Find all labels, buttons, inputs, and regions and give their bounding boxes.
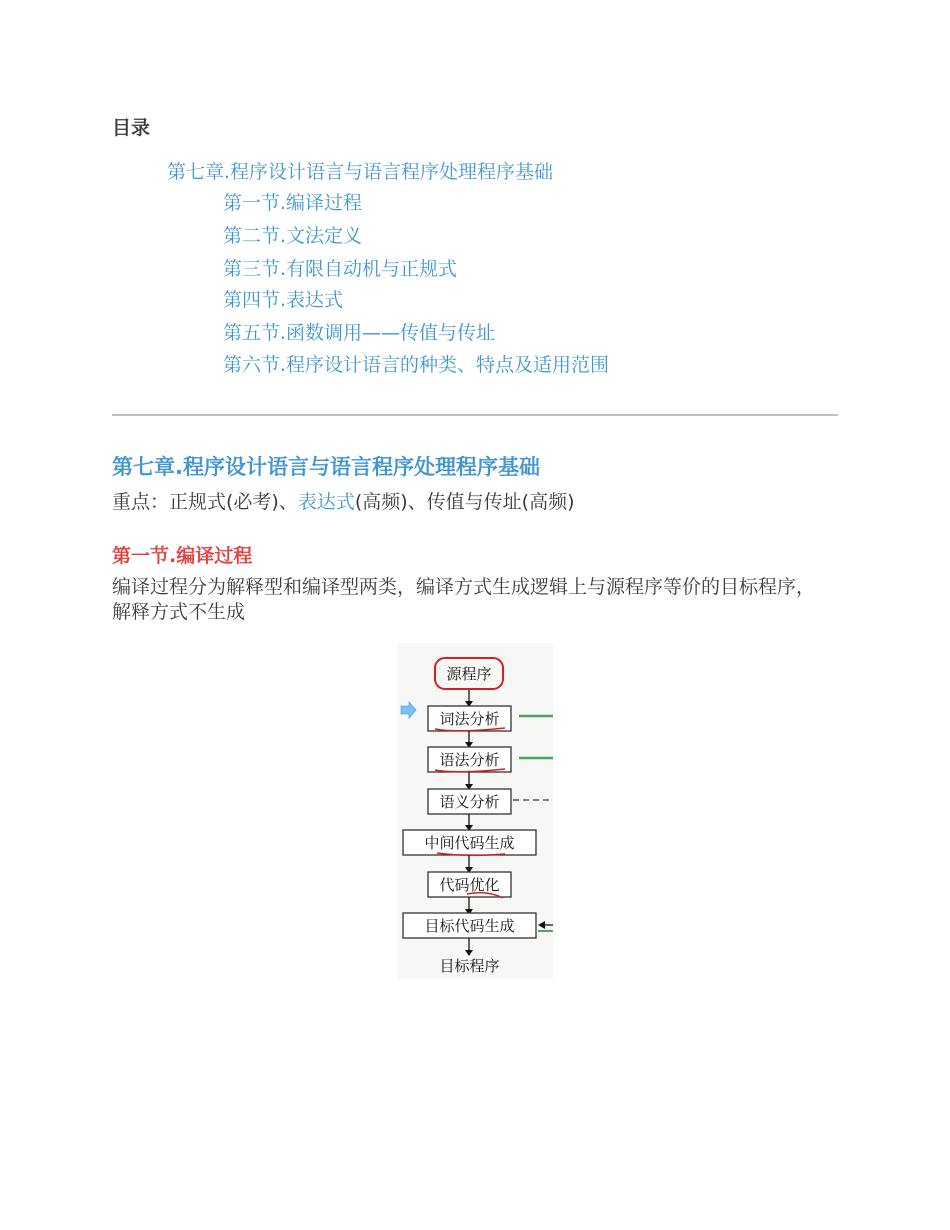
node-syntax-analysis: 语法分析 (439, 751, 500, 769)
node-target-code: 目标代码生成 (424, 917, 515, 935)
chapter-heading: 第七章.程序设计语言与语言程序处理程序基础 (112, 455, 540, 479)
key-points-suffix: (高频)、传值与传址(高频) (354, 491, 575, 513)
toc-link-section-5[interactable]: 第五节.函数调用——传值与传址 (223, 322, 496, 344)
input-arrow-icon (401, 702, 416, 718)
node-semantic-analysis: 语义分析 (439, 793, 500, 811)
key-points-highlight[interactable]: 表达式 (297, 491, 355, 513)
toc-link-section-3[interactable]: 第三节.有限自动机与正规式 (223, 258, 458, 280)
arrowhead (465, 950, 473, 956)
key-points (112, 487, 575, 514)
compilation-flow-diagram (397, 643, 553, 979)
toc-link-section-2[interactable]: 第二节.文法定义 (223, 225, 363, 247)
node-source-program: 源程序 (446, 665, 492, 683)
toc-link-chapter-7[interactable]: 第七章.程序设计语言与语言程序处理程序基础 (167, 161, 554, 183)
toc-title: 目录 (112, 117, 151, 139)
node-lexical-analysis: 词法分析 (439, 710, 500, 728)
arrowhead (538, 921, 545, 929)
toc-link-section-6[interactable]: 第六节.程序设计语言的种类、特点及适用范围 (223, 354, 610, 376)
node-intermediate-code: 中间代码生成 (424, 834, 515, 852)
node-code-optimization: 代码优化 (439, 876, 500, 894)
compilation-flow-figure (397, 643, 553, 979)
key-points-prefix: 重点：正规式(必考)、 (112, 491, 298, 513)
section-paragraph: 编译过程分为解释型和编译型两类，编译方式生成逻辑上与源程序等价的目标程序，解释方式不生成 (112, 576, 816, 623)
node-target-program: 目标程序 (439, 957, 500, 975)
section-heading: 第一节.编译过程 (112, 545, 253, 567)
toc-link-section-1[interactable]: 第一节.编译过程 (223, 192, 363, 214)
horizontal-divider (112, 414, 838, 416)
toc-link-section-4[interactable]: 第四节.表达式 (223, 289, 344, 311)
